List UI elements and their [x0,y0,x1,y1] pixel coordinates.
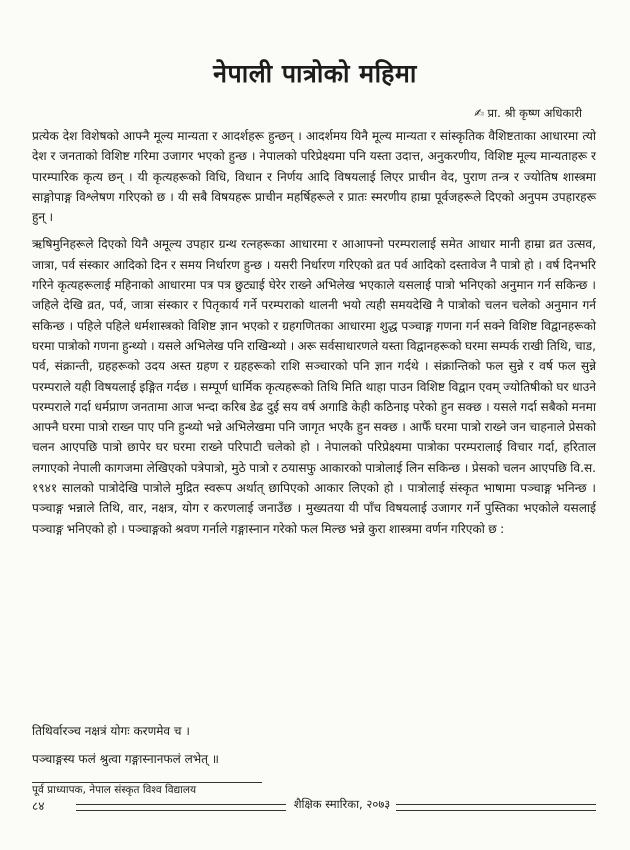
page-number: ८४ [32,799,45,813]
footer-rule-left [76,804,286,811]
journal-name: शैक्षिक स्मारिका, २०७३ [293,797,391,811]
footnote: पूर्व प्राध्यापक, नेपाल संस्कृत विश्व विद्यालय [32,784,197,796]
verse-line-1: तिथिर्वारञ्च नक्षत्रं योगः करणमेव च । [32,724,190,738]
article-body [32,126,596,546]
verse-line-2: पञ्चाङ्गस्य फलं श्रुत्वा गङ्गास्नानफलं लभेत् ॥ [32,752,219,766]
author-line: ✍ प्रा. श्री कृष्ण अधिकारी [474,106,582,120]
paragraph-2: ऋषिमुनिहरूले दिएको यिनै अमूल्य उपहार ग्रन्थ रत्नहरूका आधारमा र आआफ्नो परम्परालाई समेत आधार मानी हाम्रा व्रत उत्सव, जात्रा, पर्व संस्कार आदिको दिन र समय निर्धारण हुन्छ । यसरी निर्धारण गरिएको व्रत पर्व आदिको दस्तावेज नै पात्रो हो । वर्ष दिनभरि गरिने कृत्यहरूलाई महिनाको आधारमा पत्र पत्र छुट्याई घेरेर राख्ने अभिलेख भएकाले यसलाई पात्रो भनिएको अनुमान गर्न सकिन्छ । जहिले देखि व्रत, पर्व, जात्रा संस्कार र पितृकार्य गर्ने परम्पराको थालनी भयो त्यही समयदेखि नै पात्रोको चलन चलेको अनुमान गर्न सकिन्छ । पहिले पहिले धर्मशास्त्रको विशिष्ट ज्ञान भएको र ग्रहगणितका आधारमा शुद्ध पञ्चाङ्ग गणना गर्न सक्ने विशिष्ट विद्वानहरूको घरमा पात्रोको गणना हुन्थ्यो । यसले अभिलेख पनि राखिन्थ्यो । अरू सर्वसाधारणले यस्ता विद्वानहरूको घरमा सम्पर्क राखी तिथि, चाड, पर्व, संक्रान्ती, ग्रहहरूको उदय अस्त ग्रहण र ग्रहहरूको राशि सञ्चारको पनि ज्ञान गर्दथे । संक्रान्तिको फल सुन्ने र वर्ष फल सुन्ने परम्पराले यही विषयलाई इङ्गित गर्दछ । सम्पूर्ण धार्मिक कृत्यहरूको तिथि मिति थाहा पाउन विशिष्ट विद्वान एवम् ज्योतिषीको घर धाउने परम्पराले गर्दा धर्मप्राण जनतामा आज भन्दा करिब डेढ दुई सय वर्ष अगाडि केही कठिनाइ परेको हुन सक्छ । यसले गर्दा सबैको मनमा आफ्नै घरमा पात्रो राख्न पाए पनि हुन्थ्यो भन्ने अभिलेखमा पनि जागृत भएकै हुन सक्छ । आफैँ घरमा पात्रो राख्ने जन चाहनाले प्रेसको चलन आएपछि पात्रो छापेर घर घरमा राख्ने परिपाटी चलेको हो । नेपालको परिप्रेक्ष्यमा पात्रोका परम्परालाई विचार गर्दा, हरिताल लगाएको नेपाली कागजमा लेखिएको पत्रेपात्रो, मुठे पात्रो र ठयासफु आकारको पात्रोलाई लिन सकिन्छ । प्रेसको चलन आएपछि वि.स. १९४१ सालको पात्रोदेखि पात्रोले मुद्रित स्वरूप अर्थात् छापिएको आकार लिएको हो । पात्रोलाई संस्कृत भाषामा पञ्चाङ्ग भनिन्छ । पञ्चाङ्ग भन्नाले तिथि, वार, नक्षत्र, योग र करणलाई जनाउँछ । मुख्यतया यी पाँच विषयलाई उजागर गर्ने पुस्तिका भएकोले यसलाई पञ्चाङ्ग भनिएको हो । पञ्चाङ्गको श्रवण गर्नाले गङ्गास्नान गरेको फल मिल्छ भन्ने कुरा शास्त्रमा वर्णन गरिएको छ : [32,237,597,536]
paragraph-1: प्रत्येक देश विशेषको आफ्नै मूल्य मान्यता र आदर्शहरू हुन्छन् । आदर्शमय यिनै मूल्य मान्यता र सांस्कृतिक वैशिष्टताका आधारमा त्यो देश र जनताको विशिष्ट गरिमा उजागर भएको हुन्छ । नेपालको परिप्रेक्ष्यमा पनि यस्ता उदात्त, अनुकरणीय, विशिष्ट मूल्य मान्यताहरू र पारम्पारिक कृत्य छन् । यी कृत्यहरूको विधि, विधान र निर्णय आदि विषयलाई लिएर प्राचीन वेद, पुराण तन्त्र र ज्योतिष शास्त्रमा साङ्गोपाङ्ग विश्लेषण गरिएको छ । यी सबै विषयहरू प्राचीन महर्षिहरूले र प्रातः स्मरणीय हाम्रा पूर्वजहरूले दिएको अनुपम उपहारहरू हुन् । [32,129,596,225]
footer-rule-right [396,804,596,811]
article-title: नेपाली पात्रोको महिमा [213,59,417,88]
